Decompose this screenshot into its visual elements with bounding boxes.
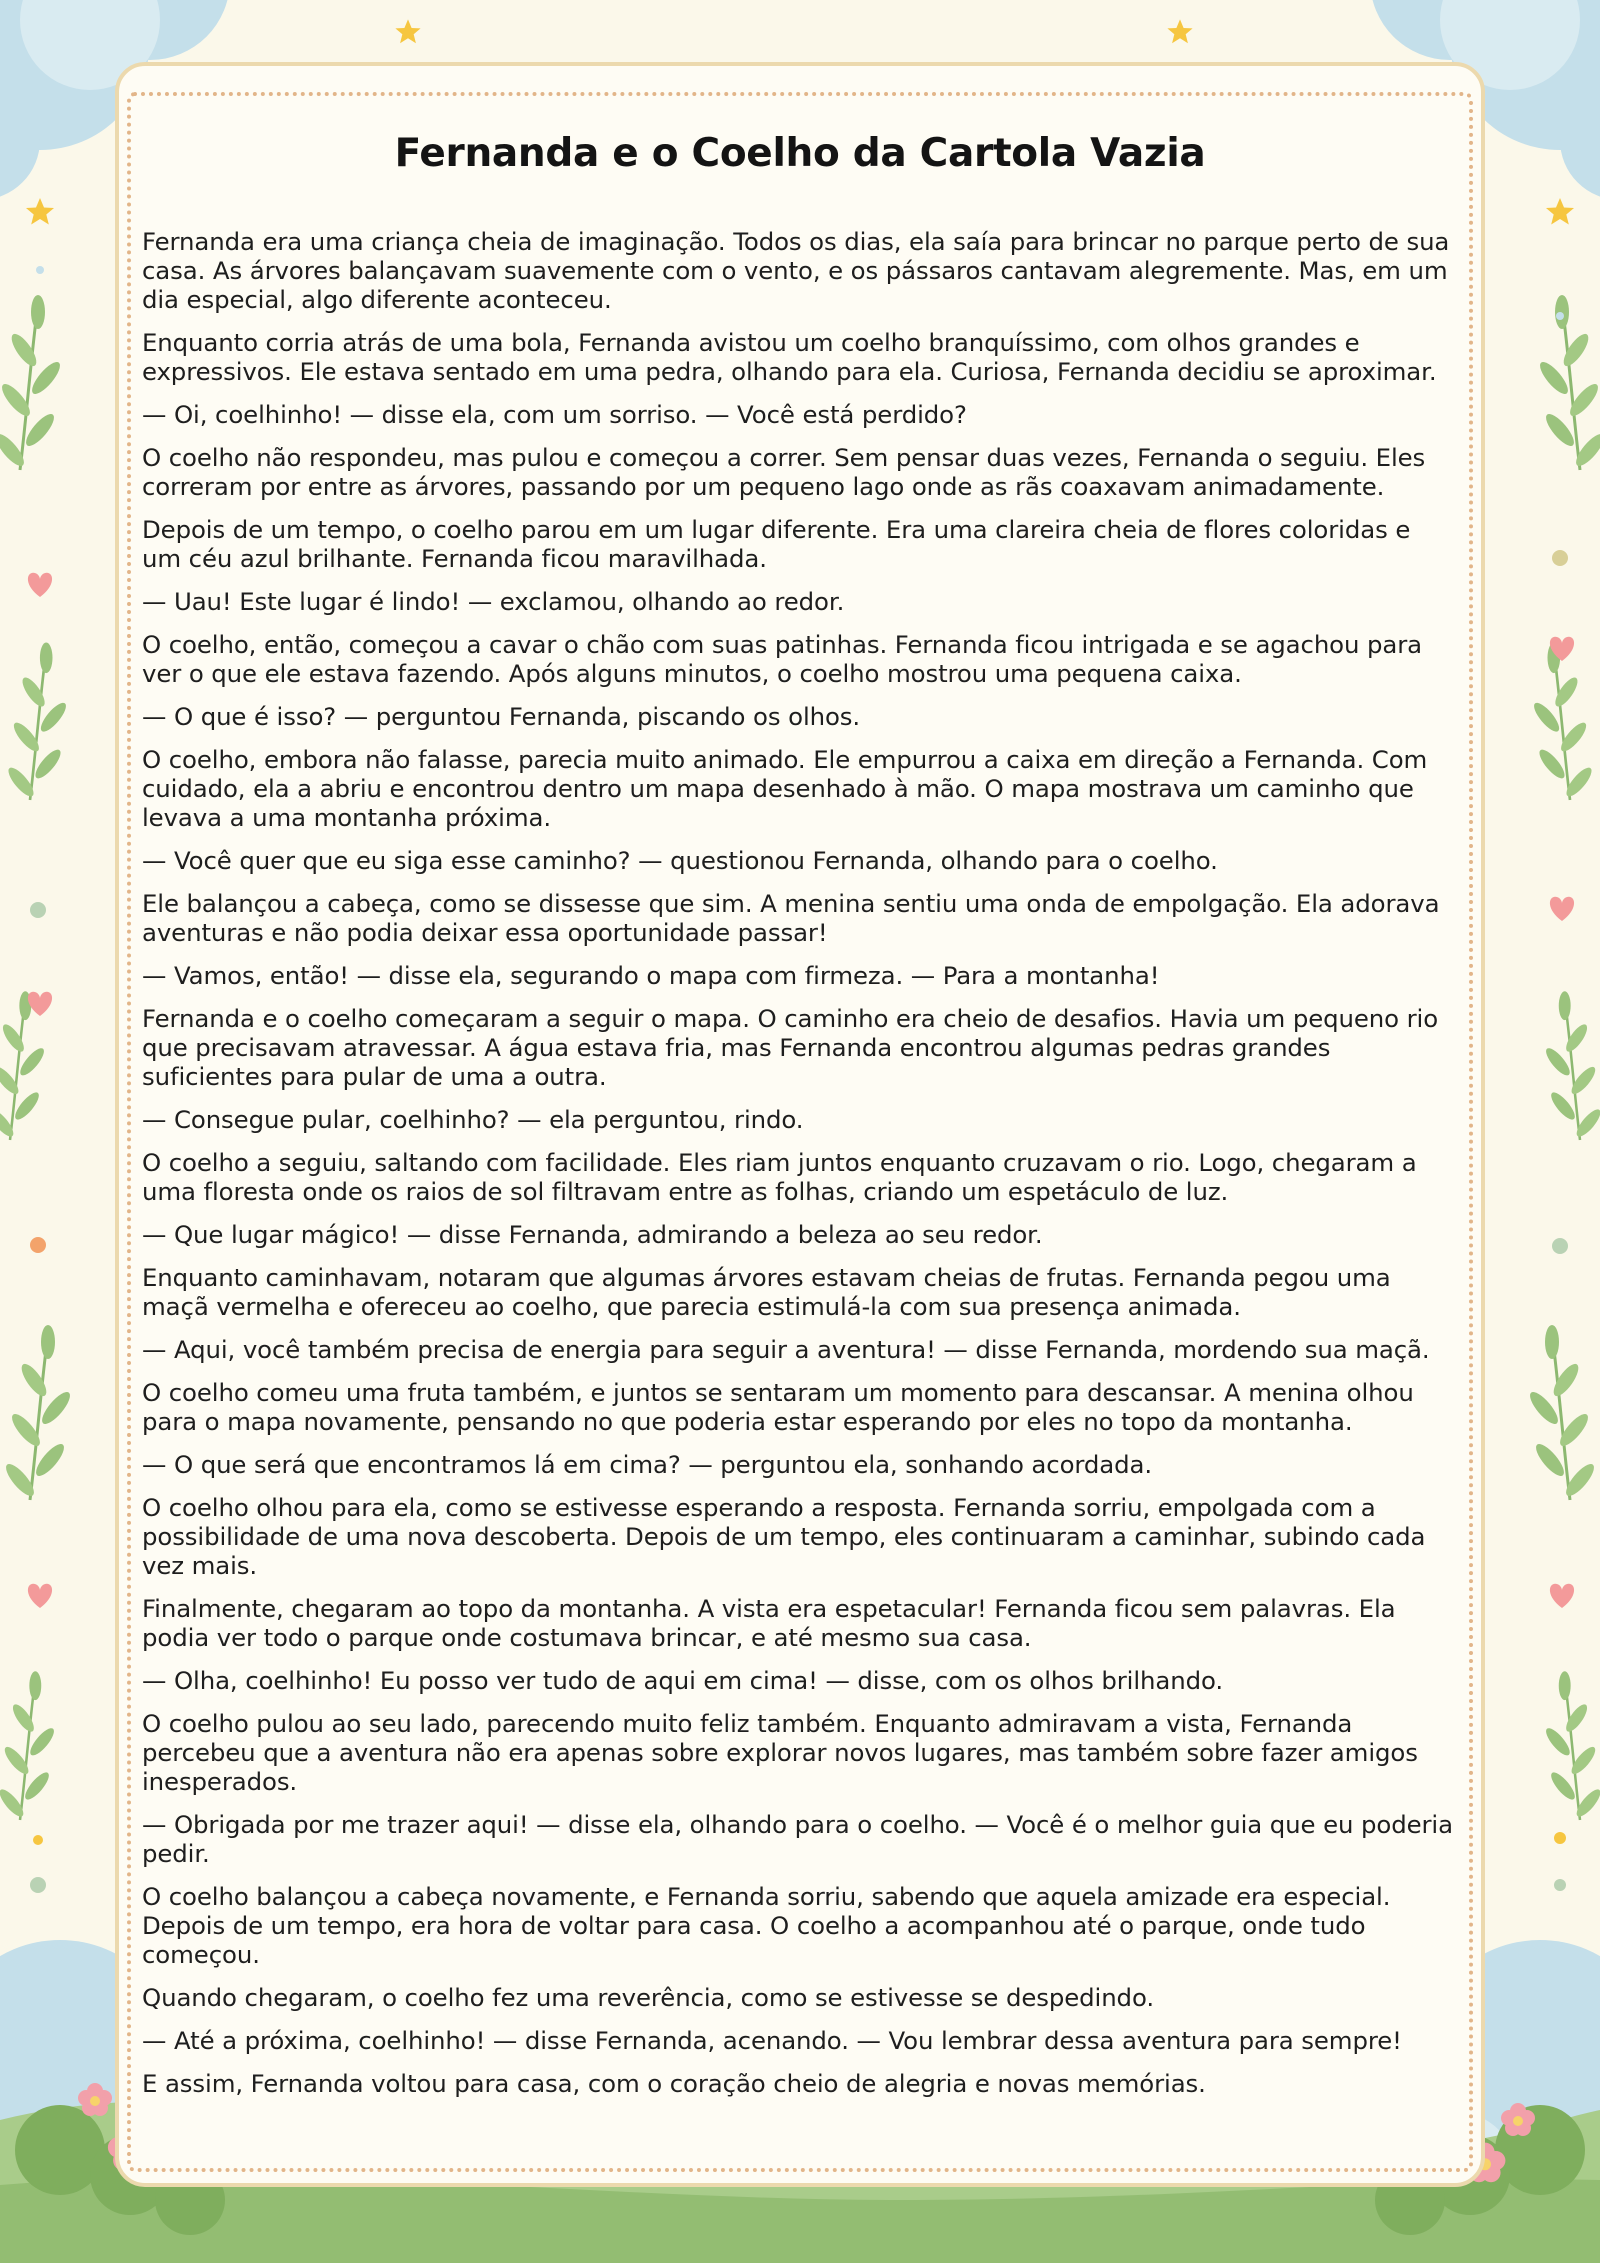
story-paragraph: Enquanto corria atrás de uma bola, Fernanda avistou um coelho branquíssimo, com olhos grandes e expressivos. Ele estava sentado em uma pedra, olhando para ela. Curiosa, Fernanda decidiu se aproximar. [142,328,1437,386]
story-body [142,227,1454,2112]
story-paragraph: Ele balançou a cabeça, como se dissesse que sim. A menina sentiu uma onda de empolgação. Ela adorava aventuras e não podia deixar essa oportunidade passar! [142,889,1440,947]
story-paragraph: — Oi, coelhinho! — disse ela, com um sorriso. — Você está perdido? [142,400,967,429]
story-paragraph: Depois de um tempo, o coelho parou em um lugar diferente. Era uma clareira cheia de flores coloridas e um céu azul brilhante. Fernanda ficou maravilhada. [142,515,1411,573]
story-paragraph: — Uau! Este lugar é lindo! — exclamou, olhando ao redor. [142,587,845,616]
story-paragraph: — Consegue pular, coelhinho? — ela perguntou, rindo. [142,1105,804,1134]
story-paragraph: O coelho, então, começou a cavar o chão com suas patinhas. Fernanda ficou intrigada e se agachou para ver o que ele estava fazendo. Após alguns minutos, o coelho mostrou uma pequena caixa. [142,630,1423,688]
story-paragraph: O coelho olhou para ela, como se estivesse esperando a resposta. Fernanda sorriu, empolgada com a possibilidade de uma nova descoberta. Depois de um tempo, eles continuaram a caminhar, subindo cada vez mais. [142,1493,1426,1580]
story-paragraph: — Obrigada por me trazer aqui! — disse ela, olhando para o coelho. — Você é o melhor guia que eu poderia pedir. [142,1810,1453,1868]
story-paragraph: — Aqui, você também precisa de energia para seguir a aventura! — disse Fernanda, mordendo sua maçã. [142,1335,1430,1364]
story-paragraph: — Que lugar mágico! — disse Fernanda, admirando a beleza ao seu redor. [142,1220,1043,1249]
story-paragraph: O coelho balançou a cabeça novamente, e Fernanda sorriu, sabendo que aquela amizade era especial. Depois de um tempo, era hora de voltar para casa. O coelho a acompanhou até o parque, onde tudo começou. [142,1882,1391,1969]
story-paragraph: O coelho comeu uma fruta também, e juntos se sentaram um momento para descansar. A menina olhou para o mapa novamente, pensando no que poderia estar esperando por eles no topo da montanha. [142,1378,1414,1436]
story-paragraph: E assim, Fernanda voltou para casa, com o coração cheio de alegria e novas memórias. [142,2069,1206,2098]
story-paragraph: O coelho pulou ao seu lado, parecendo muito feliz também. Enquanto admiravam a vista, Fernanda percebeu que a aventura não era apenas sobre explorar novos lugares, mas também sobre fazer amigos inesperados. [142,1709,1418,1796]
story-paragraph: Fernanda era uma criança cheia de imaginação. Todos os dias, ela saía para brincar no parque perto de sua casa. As árvores balançavam suavemente com o vento, e os pássaros cantavam alegremente. Mas, em um dia especial, algo diferente aconteceu. [142,227,1450,314]
story-paragraph: — Até a próxima, coelhinho! — disse Fernanda, acenando. — Vou lembrar dessa aventura para sempre! [142,2026,1402,2055]
story-paragraph: O coelho não respondeu, mas pulou e começou a correr. Sem pensar duas vezes, Fernanda o seguiu. Eles correram por entre as árvores, passando por um pequeno lago onde as rãs coaxavam animadamente. [142,443,1426,501]
story-paragraph: Fernanda e o coelho começaram a seguir o mapa. O caminho era cheio de desafios. Havia um pequeno rio que precisavam atravessar. A água estava fria, mas Fernanda encontrou algumas pedras grandes suficientes para pular de uma a outra. [142,1004,1439,1091]
story-paragraph: Finalmente, chegaram ao topo da montanha. A vista era espetacular! Fernanda ficou sem palavras. Ela podia ver todo o parque onde costumava brincar, e até mesmo sua casa. [142,1594,1396,1652]
story-paragraph: O coelho, embora não falasse, parecia muito animado. Ele empurrou a caixa em direção a Fernanda. Com cuidado, ela a abriu e encontrou dentro um mapa desenhado à mão. O mapa mostrava um caminho que levava a uma montanha próxima. [142,745,1428,832]
story-title: Fernanda e o Coelho da Cartola Vazia [394,131,1206,176]
story-paragraph: — Olha, coelhinho! Eu posso ver tudo de aqui em cima! — disse, com os olhos brilhando. [142,1666,1224,1695]
story-paragraph: — Vamos, então! — disse ela, segurando o mapa com firmeza. — Para a montanha! [142,961,1160,990]
story-paragraph: Enquanto caminhavam, notaram que algumas árvores estavam cheias de frutas. Fernanda pegou uma maçã vermelha e ofereceu ao coelho, que parecia estimulá-la com sua presença animada. [142,1263,1391,1321]
story-paragraph: O coelho a seguiu, saltando com facilidade. Eles riam juntos enquanto cruzavam o rio. Logo, chegaram a uma floresta onde os raios de sol filtravam entre as folhas, criando um espetáculo de luz. [142,1148,1417,1206]
story-paragraph: Quando chegaram, o coelho fez uma reverência, como se estivesse se despedindo. [142,1983,1154,2012]
story-paragraph: — O que será que encontramos lá em cima? — perguntou ela, sonhando acordada. [142,1450,1153,1479]
story-paragraph: — Você quer que eu siga esse caminho? — questionou Fernanda, olhando para o coelho. [142,846,1218,875]
story-paragraph: — O que é isso? — perguntou Fernanda, piscando os olhos. [142,702,861,731]
